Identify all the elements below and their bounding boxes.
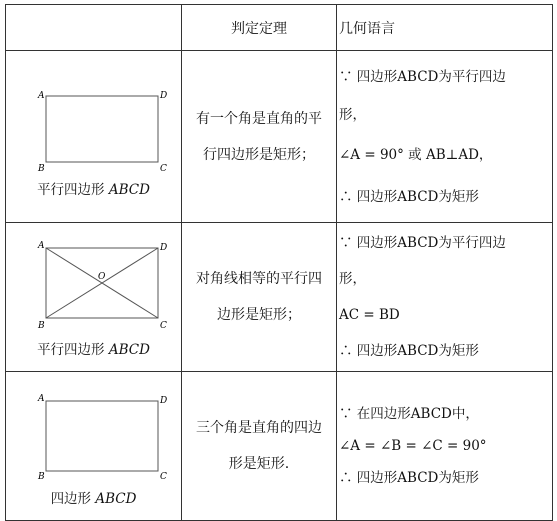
rectangle-figure bbox=[19, 76, 169, 176]
lang-line: ∠A = ∠B = ∠C = 90° bbox=[339, 438, 487, 454]
theorem-cell bbox=[182, 51, 337, 223]
header-geometry-language: 几何语言 bbox=[337, 5, 553, 51]
figure-cell bbox=[6, 223, 182, 372]
vertex-c-label: C bbox=[159, 472, 167, 482]
vertex-a-label: A bbox=[37, 394, 44, 404]
lang-line: ∴ 四边形ABCD为矩形 bbox=[339, 343, 479, 359]
table-row bbox=[6, 51, 553, 223]
lang-line: ∴ 四边形ABCD为矩形 bbox=[339, 188, 479, 205]
vertex-a-label: A bbox=[37, 241, 44, 251]
lang-line: AC = BD bbox=[339, 307, 400, 323]
lang-line: ∠A = 90° 或 AB⊥AD， bbox=[339, 146, 493, 163]
header-theorem: 判定定理 bbox=[182, 5, 337, 51]
quadrilateral-figure bbox=[19, 385, 169, 485]
figure-caption: 平行四边形 ABCD bbox=[37, 181, 150, 198]
vertex-d-label: D bbox=[159, 90, 167, 101]
theorem-cell bbox=[182, 372, 337, 521]
vertex-d-label: D bbox=[159, 396, 167, 406]
theorem-line: 三个角是直角的四边 bbox=[196, 420, 322, 436]
rectangle-criteria-table bbox=[5, 4, 553, 521]
lang-line: ∵ 在四边形ABCD中， bbox=[339, 406, 479, 422]
theorem-line: 边形是矩形； bbox=[217, 307, 301, 323]
table-row bbox=[6, 223, 553, 372]
lang-line: 形， bbox=[339, 271, 366, 287]
geometry-language-cell bbox=[337, 223, 553, 372]
theorem-line: 有一个角是直角的平 bbox=[196, 110, 322, 127]
center-o-label: O bbox=[97, 272, 105, 282]
lang-line: ∴ 四边形ABCD为矩形 bbox=[339, 470, 479, 486]
vertex-b-label: B bbox=[37, 163, 45, 174]
geometry-language-cell bbox=[337, 51, 553, 223]
header-figure bbox=[6, 5, 182, 51]
lang-line: ∵ 四边形ABCD为平行四边 bbox=[339, 68, 506, 85]
figure-caption: 平行四边形 ABCD bbox=[37, 342, 150, 358]
lang-line: 形， bbox=[339, 106, 366, 123]
theorem-line: 形是矩形. bbox=[228, 456, 290, 472]
vertex-c-label: C bbox=[159, 163, 167, 174]
figure-cell bbox=[6, 372, 182, 521]
vertex-b-label: B bbox=[37, 472, 45, 482]
vertex-b-label: B bbox=[37, 321, 45, 331]
theorem-cell bbox=[182, 223, 337, 372]
lang-line: ∵ 四边形ABCD为平行四边 bbox=[339, 235, 506, 251]
table-header-row bbox=[6, 5, 553, 51]
vertex-a-label: A bbox=[37, 90, 44, 101]
rectangle-diagonals-figure bbox=[19, 236, 169, 336]
theorem-line: 行四边形是矩形； bbox=[203, 146, 315, 163]
vertex-d-label: D bbox=[159, 243, 167, 253]
geometry-language-cell bbox=[337, 372, 553, 521]
table-row bbox=[6, 372, 553, 521]
vertex-c-label: C bbox=[159, 321, 167, 331]
figure-caption: 四边形 ABCD bbox=[50, 491, 137, 507]
theorem-line: 对角线相等的平行四 bbox=[196, 271, 322, 287]
figure-cell bbox=[6, 51, 182, 223]
